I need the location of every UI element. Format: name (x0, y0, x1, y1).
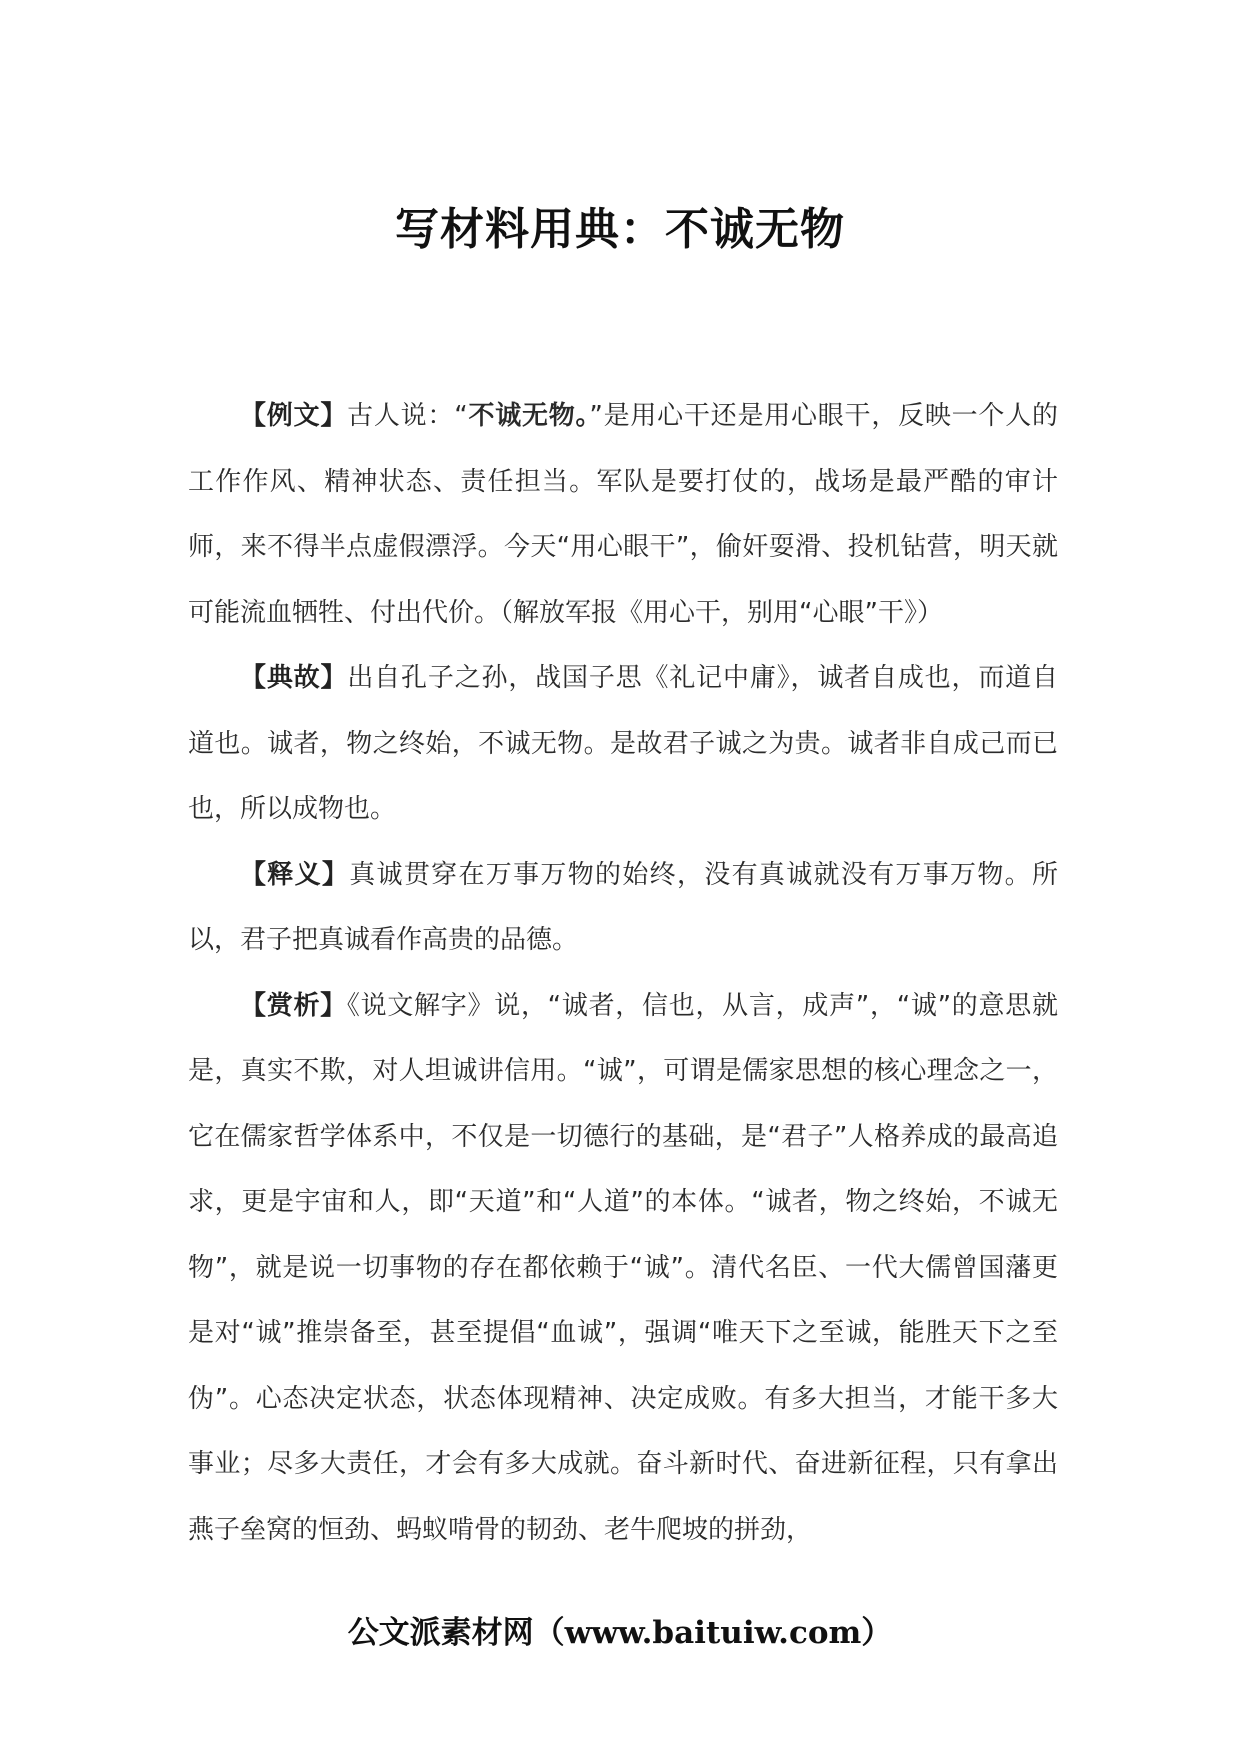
quote-emphasis: 不诚无物。 (467, 401, 590, 431)
document-body (188, 384, 1058, 1563)
section-label-allusion: 【典故】 (240, 663, 348, 693)
paragraph-text: 出自孔子之孙，战国子思《礼记中庸》，诚者自成也，而道自道也。诚者，物之终始，不诚无物。是故君子诚之为贵。诚者非自成己而已也，所以成物也。 (188, 663, 1058, 824)
section-label-example: 【例文】 (240, 401, 348, 431)
section-label-appreciation: 【赏析】 (240, 990, 347, 1021)
paragraph-appreciation (188, 974, 1058, 1564)
paragraph-meaning (188, 843, 1058, 974)
section-label-meaning: 【释义】 (240, 859, 350, 890)
paragraph-allusion (188, 646, 1058, 843)
paragraph-text: 《说文解字》说，“诚者，信也，从言，成声”，“诚”的意思就是，真实不欺，对人坦诚讲信用。“诚”，可谓是儒家思想的核心理念之一，它在儒家哲学体系中，不仅是一切德行的基础，是“君子”人格养成的最高追求，更是宇宙和人，即“天道”和“人道”的本体。“诚者，物之终始，不诚无物”，就是说一切事物的存在都依赖于“诚”。清代名臣、一代大儒曾国藩更是对“诚”推崇备至，甚至提倡“血诚”，强调“唯天下之至诚，能胜天下之至伪”。心态决定状态，状态体现精神、决定成败。有多大担当，才能干多大事业；尽多大责任，才会有多大成就。奋斗新时代、奋进新征程，只有拿出燕子垒窝的恒劲、蚂蚁啃骨的韧劲、老牛爬坡的拼劲， (188, 990, 1058, 1545)
page-title: 写材料用典：不诚无物 (395, 204, 845, 255)
paragraph-example (188, 384, 1058, 646)
paragraph-text: 古人说：“ (347, 401, 468, 431)
paragraph-text: ”是用心干还是用心眼干，反映一个人的工作作风、精神状态、责任担当。军队是要打仗的，战场是最严酷的审计师，来不得半点虚假漂浮。今天“用心眼干”，偷奸耍滑、投机钻营，明天就可能流血牺牲、付出代价。（解放军报《用心干，别用“心眼”干》） (188, 401, 1058, 628)
footer-source: 公文派素材网（www.baituiw.com） (347, 1615, 893, 1651)
paragraph-text: 真诚贯穿在万事万物的始终，没有真诚就没有万事万物。所以，君子把真诚看作高贵的品德。 (188, 859, 1058, 955)
